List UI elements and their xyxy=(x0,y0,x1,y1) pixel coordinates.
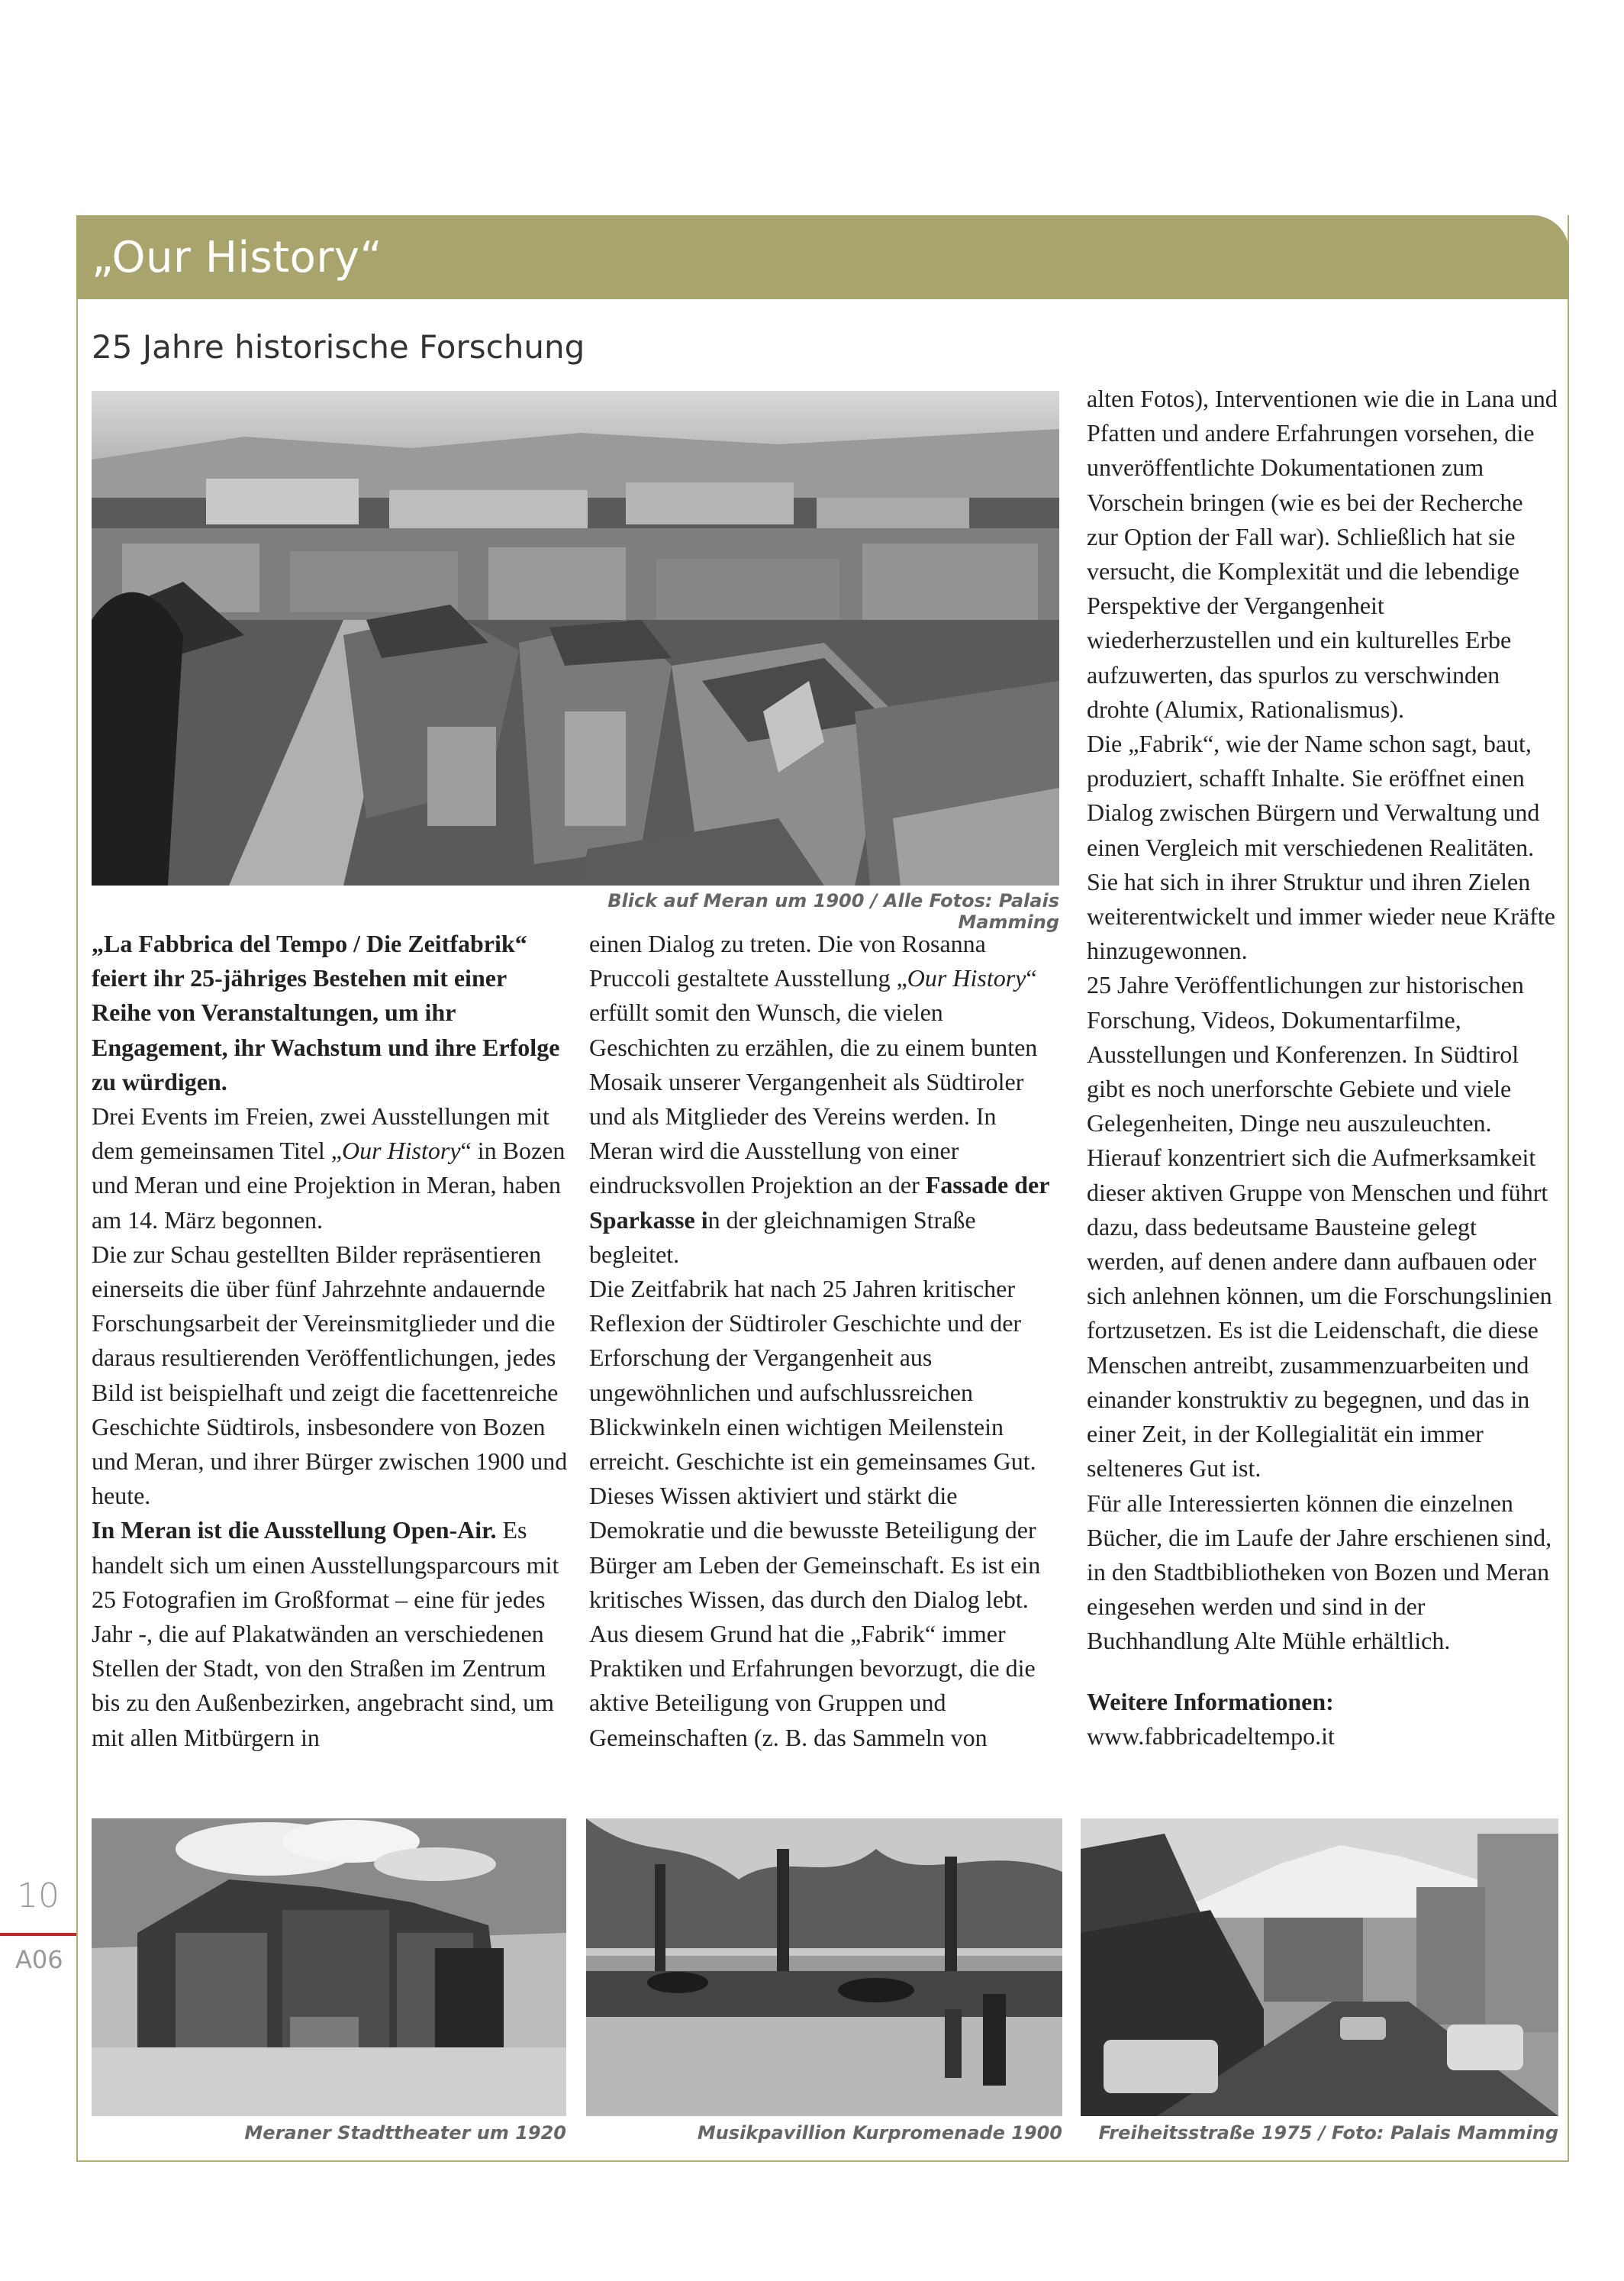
col2-p1-bold: Fassade der Sparkasse i xyxy=(589,1171,1049,1234)
col3-paragraph-2: Die „Fabrik“, wie der Name schon sagt, baut, produziert, schafft Inhalte. Sie eröffnet einen Dialog zwischen Bürgern und Verwaltung und einen Vergleich mit verschiedenen Realitäten. Sie hat sich in ihrer Struktur und ihren Zielen weiterentwickelt und immer wieder neue Kräfte hinzugewonnen. xyxy=(1087,730,1555,965)
caption-freiheitsstrasse: Freiheitsstraße 1975 / Foto: Palais Mamming xyxy=(1098,2122,1558,2144)
col1-p1-italic: Our History xyxy=(341,1137,461,1165)
main-photo-caption: Blick auf Meran um 1900 / Alle Fotos: Palais Mamming xyxy=(607,890,1059,933)
article-column-1 xyxy=(92,927,571,1755)
article-column-2 xyxy=(589,927,1058,1755)
caption-musikpavillion: Musikpavillion Kurpromenade 1900 xyxy=(697,2122,1062,2144)
col2-p1-text-c: n der gleichnamigen Straße begleitet. xyxy=(589,1205,976,1268)
photo-freiheitsstrasse xyxy=(1081,1818,1558,2116)
col3-paragraph-1: alten Fotos), Interventionen wie die in Lana und Pfatten und andere Erfahrungen vorsehen, die unveröffentlichte Dokumentationen zum Vorschein bringen (wie es bei der Recherche zur Option der Fall war). Schließlich hat sie versucht, die Komplexität und die lebendige Perspektive der Vergangenheit wiederherzustellen und ein kulturelles Erbe aufzuwerten, das spurlos zu verschwinden drohte (Alumix, Rationalismus). xyxy=(1087,385,1558,723)
article-subtitle: 25 Jahre historische Forschung xyxy=(92,328,585,366)
col3-spacer xyxy=(1087,1659,1558,1685)
col3-paragraph-3: 25 Jahre Veröffentlichungen zur historischen Forschung, Videos, Dokumentarfilme, Ausstellungen und Konferenzen. In Südtirol gibt es noch unerforschte Gebiete und viele Gelegenheiten, Dinge neu auszuleuchten. Hierauf konzentriert sich die Aufmerksamkeit dieser aktiven Gruppe von Menschen und führt dazu, dass bedeutsame Bausteine gelegt werden, auf denen andere dann aufbauen oder sich anlehnen können, um die Forschungslinien fortzusetzen. Es ist die Leidenschaft, die diese Menschen antreibt, zusammenzuarbeiten und einander konstruktiv zu begegnen, und das in einer Zeit, in der Kollegialität ein immer selteneres Gut ist. xyxy=(1087,971,1552,1482)
col2-p1-italic: Our History xyxy=(907,964,1026,992)
col1-paragraph-2: Die zur Schau gestellten Bilder repräsentieren einerseits die über fünf Jahrzehnte andauernde Forschungsarbeit der Vereinsmitglieder und die daraus resultierenden Veröffentlichungen, jedes Bild ist beispielhaft und zeigt die facettenreiche Geschichte Südtirols, insbesondere von Bozen und Meran, und ihrer Bürger zwischen 1900 und heute. xyxy=(92,1240,568,1510)
col1-paragraph-3 xyxy=(92,1513,571,1754)
col1-p1-text-a: Drei Events im Freien, zwei Ausstellungen mit dem gemeinsamen Titel „ xyxy=(92,1102,549,1165)
page-number: 10 xyxy=(17,1876,60,1915)
col1-paragraph-1 xyxy=(92,1099,571,1237)
article-lead: „La Fabbrica del Tempo / Die Zeitfabrik“ feiert ihr 25-jähriges Bestehen mit einer Reihe von Veranstaltungen, um ihr Engagement, ihr Wachstum und ihre Erfolge zu würdigen. xyxy=(92,930,560,1095)
caption-stadttheater: Meraner Stadttheater um 1920 xyxy=(244,2122,566,2144)
page-accent-rule xyxy=(0,1933,76,1936)
col1-p3-text: Es handelt sich um einen Ausstellungsparcours mit 25 Fotografien im Großformat – eine für jedes Jahr -, die auf Plakatwänden an verschiedenen Stellen der Stadt, von den Straßen im Zentrum bis zu den Außenbezirken, angebracht sind, um mit allen Mitbürgern in xyxy=(92,1516,559,1751)
col1-p3-bold: In Meran ist die Ausstellung Open-Air. xyxy=(92,1516,497,1544)
col2-p1-text-b: “ erfüllt somit den Wunsch, die vielen Geschichten zu erzählen, die zu einem bunten Mosaik unserer Vergangenheit als Südtiroler und als Mitglieder des Vereins werden. In Meran wird die Ausstellung von einer eindrucksvollen Projektion an der xyxy=(589,964,1038,1199)
col2-paragraph-1 xyxy=(589,927,1058,1272)
website-link[interactable]: www.fabbricadeltempo.it xyxy=(1087,1721,1335,1750)
col1-p1-text-b: “ in Bozen und Meran und eine Projektion in Meran, haben am 14. März begonnen. xyxy=(92,1137,566,1234)
photo-musikpavillion xyxy=(586,1818,1062,2116)
photo-stadttheater xyxy=(92,1818,566,2116)
main-photo-meran-1900 xyxy=(92,391,1059,886)
section-title: „Our History“ xyxy=(92,232,383,282)
article-column-3 xyxy=(1087,382,1558,1753)
page-code: A06 xyxy=(15,1945,63,1974)
col2-p1-text-a: einen Dialog zu treten. Die von Rosanna Pruccoli gestaltete Ausstellung „ xyxy=(589,930,986,992)
col2-paragraph-2: Die Zeitfabrik hat nach 25 Jahren kritischer Reflexion der Südtiroler Geschichte und der Erforschung der Vergangenheit aus ungewöhnlichen und aufschlussreichen Blickwinkeln einen wichtigen Meilenstein erreicht. Geschichte ist ein gemeinsames Gut. Dieses Wissen aktiviert und stärkt die Demokratie und die bewusste Beteiligung der Bürger am Leben der Gemeinschaft. Es ist ein kritisches Wissen, das durch den Dialog lebt. Aus diesem Grund hat die „Fabrik“ immer Praktiken und Erfahrungen bevorzugt, die die aktive Beteiligung von Gruppen und Gemeinschaften (z. B. das Sammeln von xyxy=(589,1275,1041,1751)
col3-paragraph-4: Für alle Interessierten können die einzelnen Bücher, die im Laufe der Jahre erschienen sind, in den Stadtbibliotheken von Bozen und Meran eingesehen werden und sind in der Buchhandlung Alte Mühle erhältlich. xyxy=(1087,1489,1552,1655)
more-info-label: Weitere Informationen: xyxy=(1087,1687,1334,1715)
section-header xyxy=(76,215,1569,299)
